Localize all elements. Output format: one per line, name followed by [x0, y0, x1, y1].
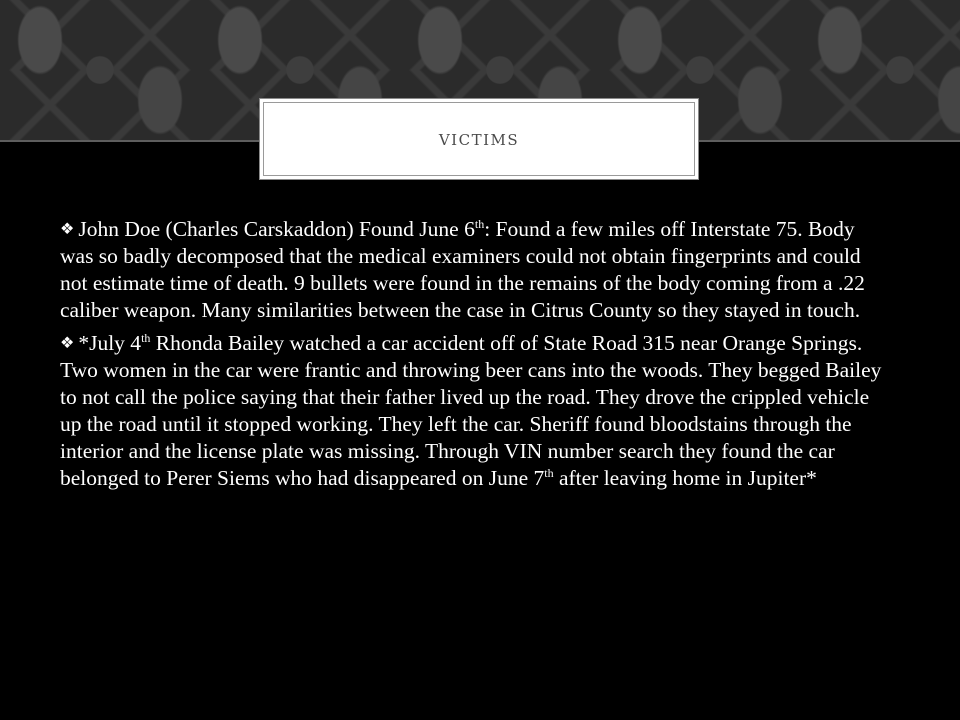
slide-body: [60, 216, 892, 498]
bullet-text: *July 4: [78, 331, 142, 355]
bullet-text: : Found a few miles off Interstate 75. Body was so badly decomposed that the medical examiners could not obtain fingerprints and could not estimate time of death. 9 bullets were found in the remains of the body coming from a .22 caliber weapon. Many similarities between the case in Citrus County so they stayed in touch.: [60, 217, 865, 322]
bullet-text: after leaving home in Jupiter*: [553, 466, 817, 490]
bullet-item-john-doe: [60, 216, 892, 324]
title-box: [259, 98, 699, 180]
slide-title: VICTIMS: [438, 131, 520, 149]
bullet-item-rhonda-bailey: [60, 330, 892, 492]
bullet-text: John Doe (Charles Carskaddon) Found June 6: [78, 217, 475, 241]
diamond-bullet-icon: ❖: [60, 335, 75, 352]
superscript: th: [544, 465, 554, 480]
superscript: th: [474, 216, 485, 231]
bullet-text: Rhonda Bailey watched a car accident off of State Road 315 near Orange Springs. Two women in the car were frantic and throwing beer cans into the woods. They begged Bailey to not call the police saying that their father lived up the road. They drove the crippled vehicle up the road until it stopped working. They left the car. Sheriff found bloodstains through the interior and the license plate was missing. Through VIN number search they found the car belonged to Perer Siems who had disappeared on June 7: [60, 331, 882, 490]
superscript: th: [141, 330, 151, 345]
diamond-bullet-icon: ❖: [60, 221, 75, 238]
